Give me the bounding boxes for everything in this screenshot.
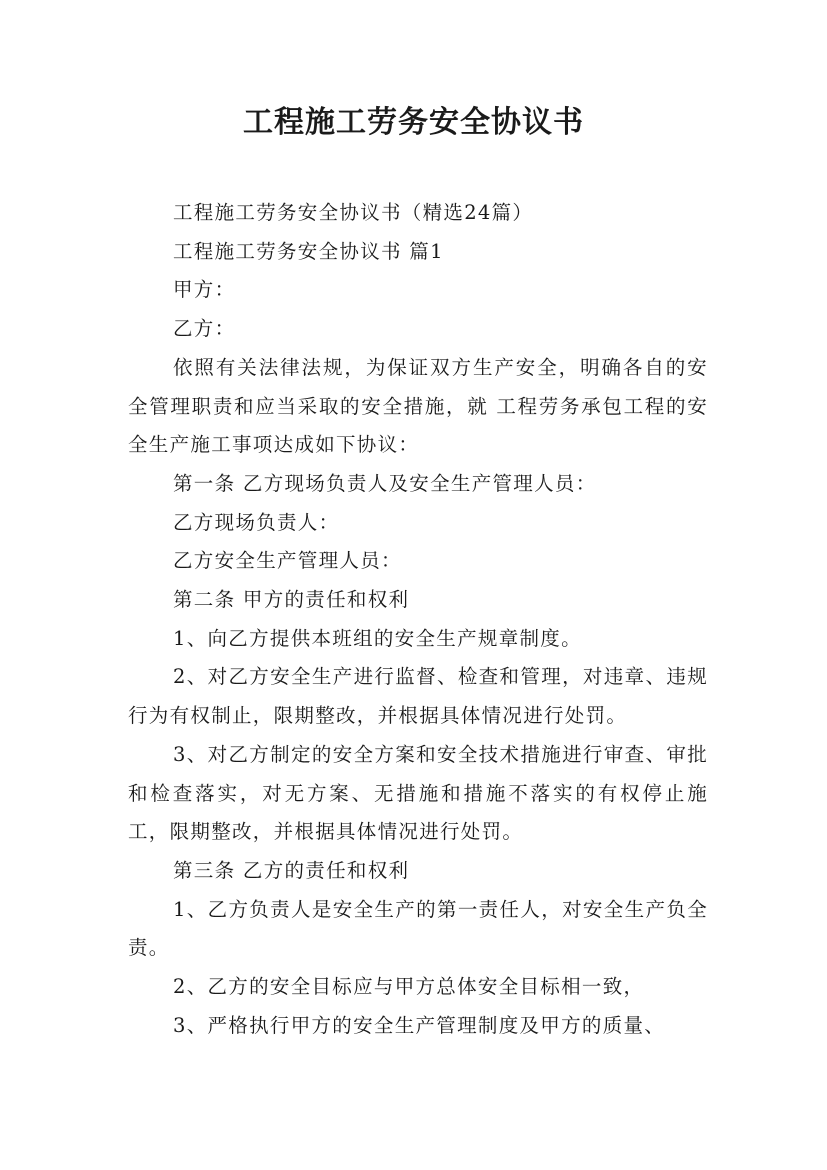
paragraph-item: 3、对乙方制定的安全方案和安全技术措施进行审查、审批和检查落实，对无方案、无措施和措施不落实的有权停止施工，限期整改，并根据具体情况进行处罚。 (128, 742, 708, 844)
paragraph-item: 3、严格执行甲方的安全生产管理制度及甲方的质量、 (173, 1013, 666, 1037)
paragraph-article-3: 第三条 乙方的责任和权利 (173, 858, 410, 882)
paragraph-party-b: 乙方： (173, 317, 236, 341)
document-body (128, 194, 708, 1045)
paragraph-item: 2、对乙方安全生产进行监督、检查和管理，对违章、违规行为有权制止，限期整改，并根据具体情况进行处罚。 (128, 665, 708, 728)
paragraph-article-1: 第一条 乙方现场负责人及安全生产管理人员： (173, 471, 597, 495)
paragraph-article-2: 第二条 甲方的责任和权利 (173, 588, 410, 612)
paragraph-safety-manager: 乙方安全生产管理人员： (173, 549, 402, 573)
document-title: 工程施工劳务安全协议书 (243, 105, 584, 140)
paragraph-item: 2、乙方的安全目标应与甲方总体安全目标相一致， (173, 975, 645, 999)
paragraph-preamble: 依照有关法律法规，为保证双方生产安全，明确各自的安全管理职责和应当采取的安全措施，就 工程劳务承包工程的安全生产施工事项达成如下协议： (128, 355, 708, 457)
paragraph-site-manager: 乙方现场负责人： (173, 510, 340, 534)
paragraph-section-heading: 工程施工劳务安全协议书 篇1 (173, 239, 444, 263)
paragraph-party-a: 甲方： (173, 278, 236, 302)
paragraph-subtitle: 工程施工劳务安全协议书（精选24篇） (173, 201, 534, 224)
paragraph-item: 1、乙方负责人是安全生产的第一责任人，对安全生产负全责。 (128, 897, 708, 960)
paragraph-item: 1、向乙方提供本班组的安全生产规章制度。 (173, 626, 582, 650)
